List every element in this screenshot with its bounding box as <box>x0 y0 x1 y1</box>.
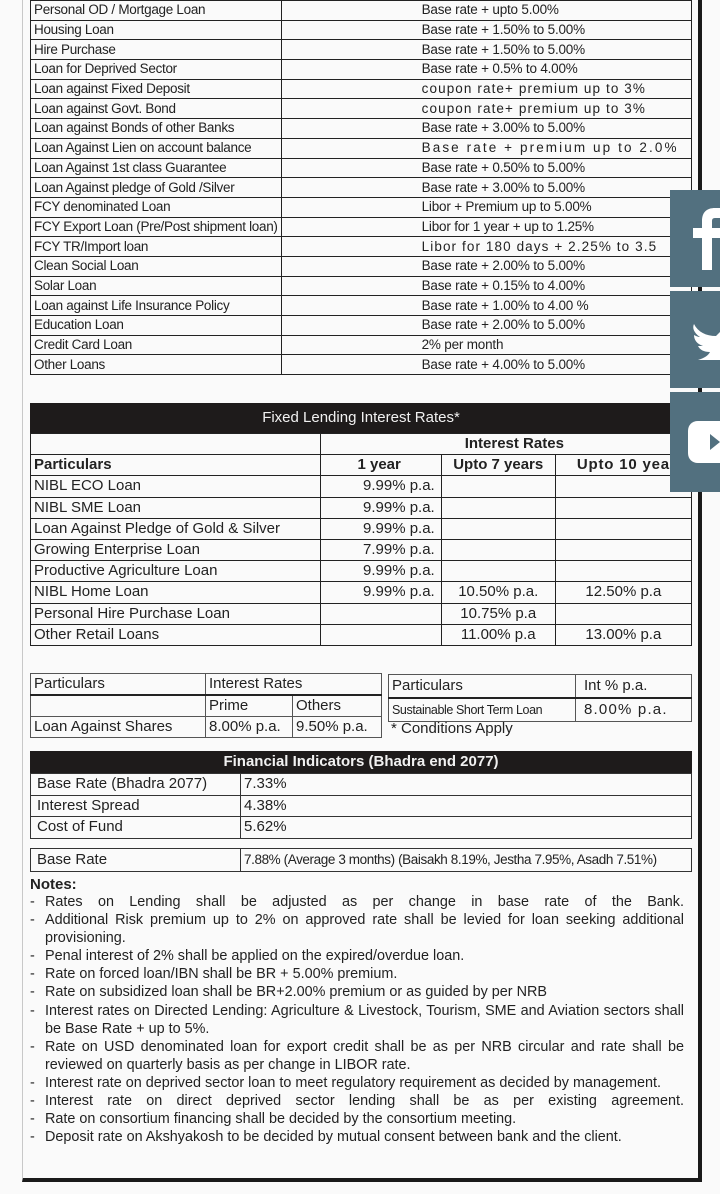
indicator-label: Interest Spread <box>31 795 241 817</box>
note-item <box>30 893 684 911</box>
loan-particular: Clean Social Loan <box>31 256 282 276</box>
fixed-particular: Personal Hire Purchase Loan <box>31 603 321 624</box>
fixed-particular: Productive Agriculture Loan <box>31 561 321 582</box>
loan-particular: Education Loan <box>31 316 282 336</box>
loan-rate: Base rate + 3.00% to 5.00% <box>281 119 691 139</box>
base-rate-label: Base Rate <box>31 849 241 872</box>
fixed-particular: NIBL Home Loan <box>31 582 321 603</box>
note-text: Deposit rate on Akshyakosh to be decided by mutual consent between bank and the client. <box>45 1129 622 1146</box>
twitter-share-button[interactable] <box>670 291 720 388</box>
variable-rate-row <box>31 178 692 198</box>
shares-header-rates: Interest Rates <box>206 674 382 696</box>
fixed-rate-7-years <box>441 539 555 560</box>
note-text: Penal interest of 2% shall be applied on the expired/overdue loan. <box>45 948 465 965</box>
fixed-rate-7-years <box>441 561 555 582</box>
loan-particular: Loan against Fixed Deposit <box>31 79 282 99</box>
shares-header-row <box>31 674 382 696</box>
variable-rate-row <box>31 1 692 21</box>
fixed-particular: Other Retail Loans <box>31 624 321 645</box>
indicator-value: 5.62% <box>241 817 692 839</box>
note-text: Rate on USD denominated loan for export credit shall be as per NRB circular and rate shall be reviewed on quarterly basis as per change in LIBOR rate. <box>45 1038 684 1073</box>
fixed-rate-row <box>31 497 692 518</box>
bullet-dash: - <box>30 1074 35 1091</box>
short-term-label: Sustainable Short Term Loan <box>389 698 576 722</box>
fixed-group-header-row <box>31 434 692 455</box>
note-text: Rate on subsidized loan shall be BR+2.00% premium or as guided by per NRB <box>45 984 547 1001</box>
loan-rate: coupon rate+ premium up to 3% <box>281 79 691 99</box>
financial-indicators-table <box>30 773 692 839</box>
loan-particular: Loan Against 1st class Guarantee <box>31 158 282 178</box>
note-item <box>30 911 684 947</box>
variable-rate-row <box>31 138 692 158</box>
variable-rate-row <box>31 119 692 139</box>
financial-indicator-row <box>31 817 692 839</box>
loan-particular: Hire Purchase <box>31 40 282 60</box>
loan-rate: Libor + Premium up to 5.00% <box>281 197 691 217</box>
indicator-label: Base Rate (Bhadra 2077) <box>31 774 241 796</box>
variable-rate-row <box>31 40 692 60</box>
variable-rate-row <box>31 20 692 40</box>
note-text: Interest rate on direct deprived sector lending shall be as per existing agreement. <box>45 1093 684 1110</box>
loan-particular: Personal OD / Mortgage Loan <box>31 1 282 21</box>
variable-rate-row <box>31 316 692 336</box>
fixed-rate-row <box>31 603 692 624</box>
loan-particular: Loan against Govt. Bond <box>31 99 282 119</box>
bullet-dash: - <box>30 912 35 929</box>
variable-rate-row <box>31 237 692 257</box>
note-item <box>30 1038 684 1074</box>
notes-title: Notes: <box>30 876 77 893</box>
bullet-dash: - <box>30 1093 35 1110</box>
bullet-dash: - <box>30 1038 35 1055</box>
loan-particular: Housing Loan <box>31 20 282 40</box>
fixed-rate-1-year: 9.99% p.a. <box>320 497 441 518</box>
base-rate-value: 7.88% (Average 3 months) (Baisakh 8.19%, Jestha 7.95%, Asadh 7.51%) <box>241 849 692 872</box>
fixed-rate-1-year: 9.99% p.a. <box>320 582 441 603</box>
variable-rate-row <box>31 256 692 276</box>
loan-particular: FCY TR/Import loan <box>31 237 282 257</box>
loan-particular: Credit Card Loan <box>31 335 282 355</box>
loan-rate: Base rate + 2.00% to 5.00% <box>281 316 691 336</box>
shares-header-prime: Prime <box>206 695 293 717</box>
short-term-header-particulars: Particulars <box>389 675 576 699</box>
loan-particular: Loan for Deprived Sector <box>31 60 282 80</box>
fixed-header-1-year: 1 year <box>320 455 441 476</box>
note-item <box>30 1128 684 1146</box>
fixed-rate-1-year <box>320 603 441 624</box>
note-text: Rate on forced loan/IBN shall be BR + 5.00% premium. <box>45 966 398 983</box>
loan-rate: Libor for 1 year + up to 1.25% <box>281 217 691 237</box>
twitter-icon <box>688 320 720 360</box>
base-rate-table <box>30 848 692 872</box>
indicator-label: Cost of Fund <box>31 817 241 839</box>
fixed-rate-row <box>31 582 692 603</box>
fixed-header-10-years: Upto 10 yea <box>555 455 691 476</box>
fixed-header-7-years: Upto 7 years <box>441 455 555 476</box>
short-term-rate-table <box>388 674 692 722</box>
bullet-dash: - <box>30 1002 35 1019</box>
bullet-dash: - <box>30 984 35 1001</box>
fixed-rate-10-years: 12.50% p.a <box>555 582 691 603</box>
shares-others-rate: 9.50% p.a. <box>293 717 382 738</box>
fixed-rate-7-years: 10.75% p.a <box>441 603 555 624</box>
fixed-rate-7-years <box>441 518 555 539</box>
fixed-rate-7-years: 11.00% p.a <box>441 624 555 645</box>
bullet-dash: - <box>30 894 35 910</box>
fixed-rate-1-year: 7.99% p.a. <box>320 539 441 560</box>
variable-rate-row <box>31 276 692 296</box>
loan-rate: Base rate + 3.00% to 5.00% <box>281 178 691 198</box>
youtube-icon <box>688 421 720 463</box>
shares-header-particulars: Particulars <box>31 674 206 696</box>
base-rate-row <box>31 849 692 872</box>
loan-rate: Base rate + premium up to 2.0% <box>281 138 691 158</box>
loan-rate: coupon rate+ premium up to 3% <box>281 99 691 119</box>
loan-rate: Libor for 180 days + 2.25% to 3.5 <box>281 237 691 257</box>
notes-list <box>30 893 684 1146</box>
fixed-rate-10-years: 13.00% p.a <box>555 624 691 645</box>
shares-header-others: Others <box>293 695 382 717</box>
indicator-value: 7.33% <box>241 774 692 796</box>
variable-rate-row <box>31 335 692 355</box>
fixed-lending-title: Fixed Lending Interest Rates* <box>30 403 692 433</box>
note-item <box>30 1092 684 1110</box>
loan-rate: Base rate + 1.00% to 4.00 % <box>281 296 691 316</box>
note-text: Rates on Lending shall be adjusted as per change in base rate of the Bank. <box>45 894 684 910</box>
loan-particular: Solar Loan <box>31 276 282 296</box>
fixed-particular: NIBL SME Loan <box>31 497 321 518</box>
loan-rate: Base rate + 1.50% to 5.00% <box>281 20 691 40</box>
fixed-particular: NIBL ECO Loan <box>31 476 321 497</box>
loan-particular: Loan against Life Insurance Policy <box>31 296 282 316</box>
fixed-group-header: Interest Rates <box>320 434 691 455</box>
fixed-particular: Growing Enterprise Loan <box>31 539 321 560</box>
facebook-share-button[interactable] <box>670 190 720 287</box>
fixed-header-particulars: Particulars <box>31 455 321 476</box>
note-item <box>30 947 684 965</box>
loan-rate: Base rate + 2.00% to 5.00% <box>281 256 691 276</box>
fixed-rate-1-year: 9.99% p.a. <box>320 561 441 582</box>
variable-rate-row <box>31 99 692 119</box>
fixed-rate-row <box>31 561 692 582</box>
note-item <box>30 983 684 1001</box>
short-term-row <box>389 698 692 722</box>
fixed-rate-10-years <box>555 603 691 624</box>
fixed-header-row <box>31 455 692 476</box>
variable-rate-row <box>31 296 692 316</box>
bullet-dash: - <box>30 948 35 965</box>
variable-rate-row <box>31 217 692 237</box>
loan-particular: Loan Against Lien on account balance <box>31 138 282 158</box>
note-item <box>30 1110 684 1128</box>
fixed-rate-7-years <box>441 497 555 518</box>
financial-indicator-row <box>31 774 692 796</box>
variable-rate-table <box>30 0 692 375</box>
variable-rate-row <box>31 355 692 375</box>
loan-rate: Base rate + 4.00% to 5.00% <box>281 355 691 375</box>
loan-particular: FCY Export Loan (Pre/Post shipment loan) <box>31 217 282 237</box>
loan-particular: Other Loans <box>31 355 282 375</box>
note-item <box>30 1074 684 1092</box>
note-text: Rate on consortium financing shall be decided by the consortium meeting. <box>45 1111 517 1128</box>
loan-rate: 2% per month <box>281 335 691 355</box>
fixed-rate-1-year: 9.99% p.a. <box>320 476 441 497</box>
fixed-rate-1-year: 9.99% p.a. <box>320 518 441 539</box>
fixed-rate-10-years <box>555 561 691 582</box>
variable-rate-row <box>31 79 692 99</box>
fixed-rate-row <box>31 539 692 560</box>
shares-rate-table <box>30 673 382 738</box>
note-text: Additional Risk premium up to 2% on approved rate shall be levied for loan seeking additional provisioning. <box>45 912 684 947</box>
fixed-rate-10-years <box>555 539 691 560</box>
note-text: Interest rate on deprived sector loan to meet regulatory requirement as decided by management. <box>45 1074 661 1091</box>
loan-rate: Base rate + 0.15% to 4.00% <box>281 276 691 296</box>
financial-indicators-title: Financial Indicators (Bhadra end 2077) <box>30 751 692 773</box>
loan-particular: FCY denominated Loan <box>31 197 282 217</box>
fixed-rate-row <box>31 518 692 539</box>
fixed-rate-1-year <box>320 624 441 645</box>
shares-blank-cell <box>31 695 206 717</box>
loan-rate: Base rate + 1.50% to 5.00% <box>281 40 691 60</box>
loan-particular: Loan Against pledge of Gold /Silver <box>31 178 282 198</box>
variable-rate-row <box>31 158 692 178</box>
fixed-rate-row <box>31 476 692 497</box>
variable-rate-row <box>31 197 692 217</box>
facebook-icon <box>688 208 720 270</box>
fixed-rate-table <box>30 433 692 646</box>
fixed-rate-10-years <box>555 497 691 518</box>
youtube-share-button[interactable] <box>670 392 720 492</box>
shares-prime-rate: 8.00% p.a. <box>206 717 293 738</box>
indicator-value: 4.38% <box>241 795 692 817</box>
bullet-dash: - <box>30 966 35 983</box>
short-term-header-rate: Int % p.a. <box>576 675 692 699</box>
loan-rate: Base rate + 0.5% to 4.00% <box>281 60 691 80</box>
bullet-dash: - <box>30 1111 35 1128</box>
bullet-dash: - <box>30 1129 35 1146</box>
note-item <box>30 1002 684 1038</box>
fixed-rate-7-years: 10.50% p.a. <box>441 582 555 603</box>
loan-particular: Loan against Bonds of other Banks <box>31 119 282 139</box>
loan-rate: Base rate + 0.50% to 5.00% <box>281 158 691 178</box>
short-term-rate: 8.00% p.a. <box>576 698 692 722</box>
fixed-rate-10-years <box>555 518 691 539</box>
shares-subheader-row <box>31 695 382 717</box>
conditions-note: * Conditions Apply <box>391 720 513 737</box>
variable-rate-row <box>31 60 692 80</box>
note-item <box>30 965 684 983</box>
fixed-particular: Loan Against Pledge of Gold & Silver <box>31 518 321 539</box>
financial-indicator-row <box>31 795 692 817</box>
short-term-header-row <box>389 675 692 699</box>
fixed-blank-cell <box>31 434 321 455</box>
loan-rate: Base rate + upto 5.00% <box>281 1 691 21</box>
fixed-rate-row <box>31 624 692 645</box>
fixed-rate-7-years <box>441 476 555 497</box>
shares-row-label: Loan Against Shares <box>31 717 206 738</box>
note-text: Interest rates on Directed Lending: Agriculture & Livestock, Tourism, SME and Aviation sectors shall be Base Rate + up to 5%. <box>45 1002 684 1037</box>
shares-row <box>31 717 382 738</box>
